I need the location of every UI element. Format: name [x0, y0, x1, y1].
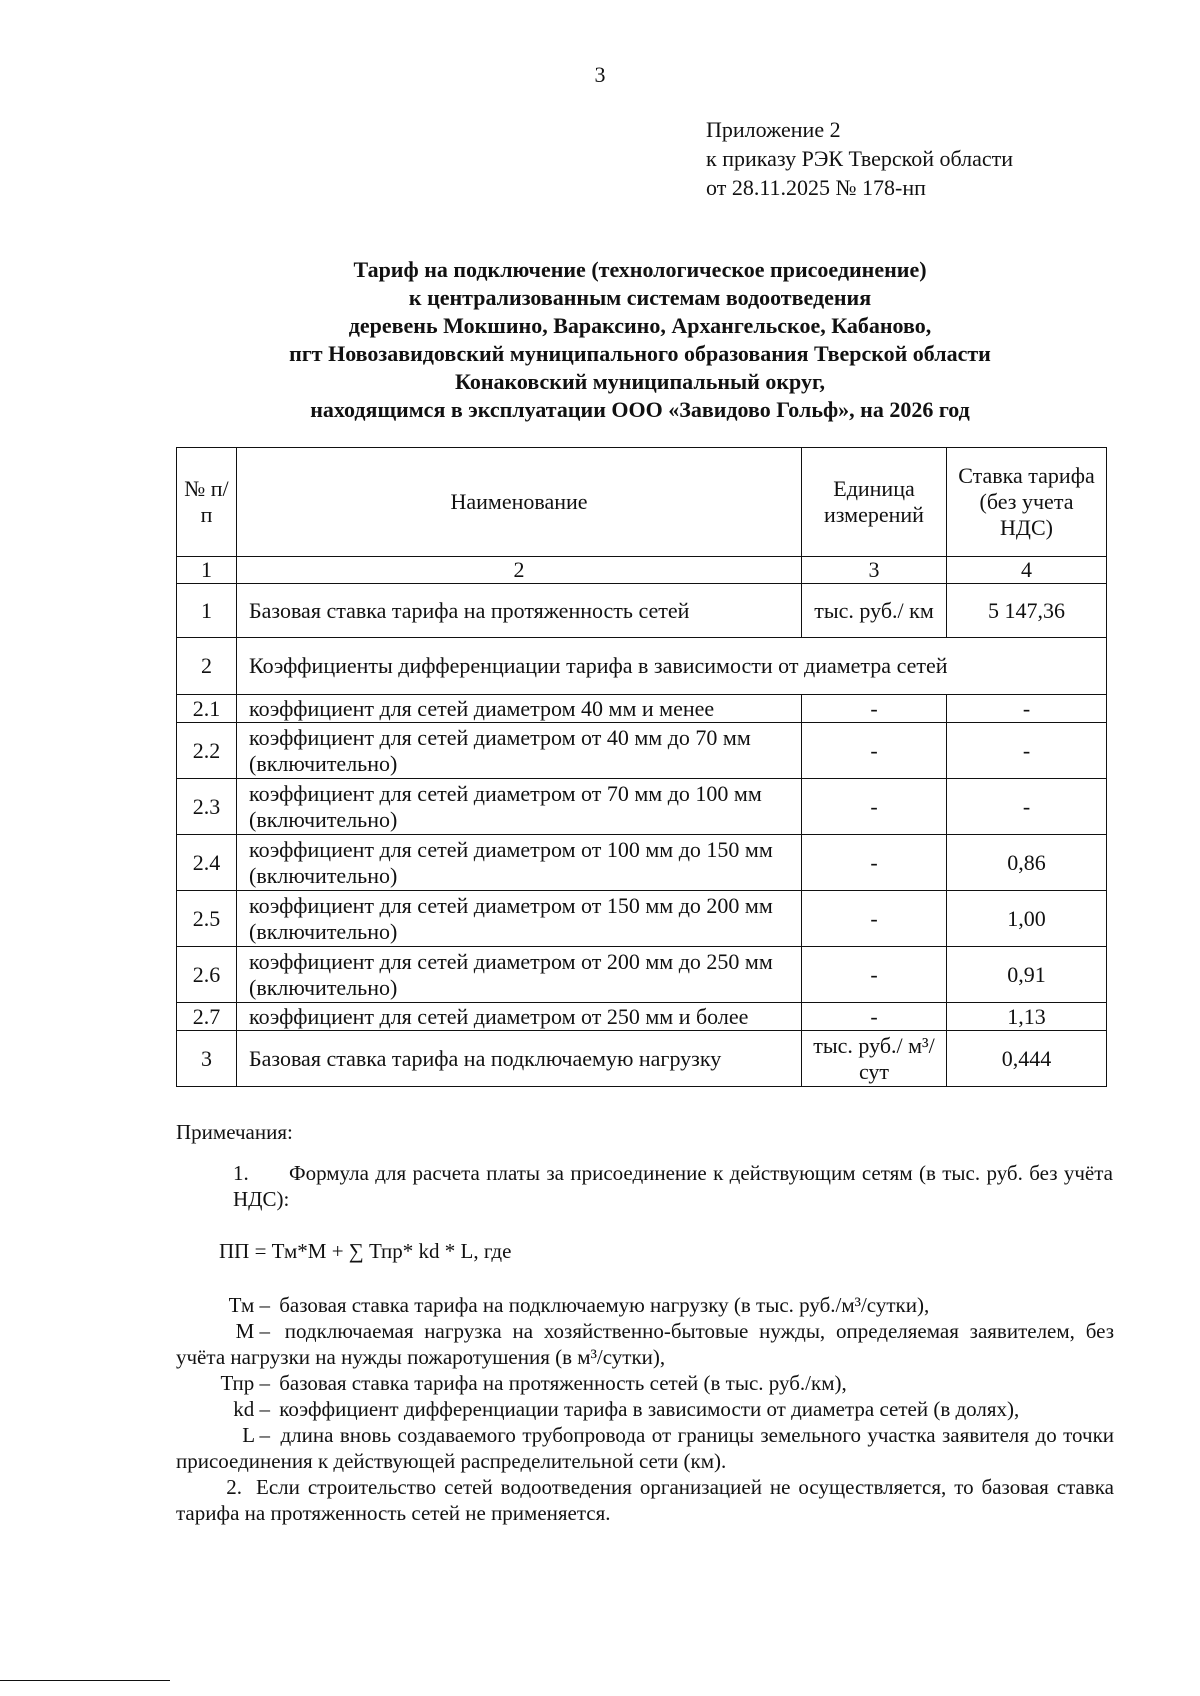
row-value: -: [947, 779, 1107, 835]
header-num: № п/п: [177, 448, 237, 557]
definition-symbol: Тм –: [228, 1293, 270, 1317]
definition-item: [176, 1370, 1114, 1396]
definition-text: базовая ставка тарифа на подключаемую нагрузку (в тыс. руб./м³/сутки),: [279, 1293, 930, 1317]
row-num: 2.3: [177, 779, 237, 835]
note-2-number: 2.: [226, 1475, 242, 1499]
table-row: [177, 947, 1107, 1003]
row-value: 1,13: [947, 1003, 1107, 1031]
col-number: 3: [802, 557, 947, 584]
definition-item: [176, 1396, 1114, 1422]
row-num: 2.4: [177, 835, 237, 891]
row-value: 0,86: [947, 835, 1107, 891]
document-title: [170, 256, 1110, 424]
row-name: Базовая ставка тарифа на подключаемую нагрузку: [237, 1031, 802, 1087]
note-1: [233, 1160, 1113, 1212]
title-line-1: Тариф на подключение (технологическое присоединение): [353, 257, 927, 282]
row-num: 2.7: [177, 1003, 237, 1031]
definition-item: [176, 1422, 1114, 1474]
appendix-line-1: Приложение 2: [706, 117, 841, 142]
table-row: [177, 1003, 1107, 1031]
row-value: 0,91: [947, 947, 1107, 1003]
col-number: 4: [947, 557, 1107, 584]
table-row: [177, 1031, 1107, 1087]
row-name: коэффициент для сетей диаметром от 40 мм до 70 мм (включительно): [237, 723, 802, 779]
page-number: 3: [594, 62, 606, 87]
note-1-number: 1.: [233, 1161, 249, 1185]
row-unit: -: [802, 1003, 947, 1031]
definition-symbol: kd –: [233, 1397, 270, 1421]
tariff-table: [176, 447, 1107, 1087]
row-value: -: [947, 723, 1107, 779]
row-unit: тыс. руб./ м³/сут: [802, 1031, 947, 1087]
footer-divider: [0, 1680, 170, 1681]
row-name: Коэффициенты дифференциации тарифа в зависимости от диаметра сетей: [237, 638, 1107, 695]
definition-symbol: L –: [242, 1423, 270, 1447]
row-unit: -: [802, 835, 947, 891]
definition-text: коэффициент дифференциации тарифа в зависимости от диаметра сетей (в долях),: [279, 1397, 1020, 1421]
row-value: -: [947, 695, 1107, 723]
row-unit: -: [802, 947, 947, 1003]
row-num: 2.1: [177, 695, 237, 723]
table-row: [177, 891, 1107, 947]
row-num: 2.6: [177, 947, 237, 1003]
col-number: 2: [237, 557, 802, 584]
appendix-line-3: от 28.11.2025 № 178-нп: [706, 175, 926, 200]
definition-symbol: Тпр –: [220, 1371, 270, 1395]
title-line-5: Конаковский муниципальный округ,: [454, 369, 825, 394]
definition-text: подключаемая нагрузка на хозяйственно-бытовые нужды, определяемая заявителем, без учёта нагрузки на нужды пожаротушения (в м³/сутки),: [176, 1319, 1114, 1369]
table-row: [177, 723, 1107, 779]
row-name: коэффициент для сетей диаметром от 250 мм и более: [237, 1003, 802, 1031]
title-line-2: к централизованным системам водоотведения: [408, 285, 872, 310]
definition-symbol: М –: [235, 1319, 270, 1343]
note-2: [176, 1474, 1114, 1526]
appendix-header: [706, 115, 1013, 202]
row-name: Базовая ставка тарифа на протяженность сетей: [237, 584, 802, 638]
col-number: 1: [177, 557, 237, 584]
title-line-6: находящимся в эксплуатации ООО «Завидово Гольф», на 2026 год: [310, 397, 970, 422]
row-unit: -: [802, 779, 947, 835]
title-line-4: пгт Новозавидовский муниципального образования Тверской области: [289, 341, 991, 366]
formula: ПП = Тм*М + ∑ Тпр* kd * L, где: [219, 1239, 512, 1263]
header-name: Наименование: [237, 448, 802, 557]
row-name: коэффициент для сетей диаметром от 150 мм до 200 мм (включительно): [237, 891, 802, 947]
row-value: 5 147,36: [947, 584, 1107, 638]
table-row: [177, 695, 1107, 723]
row-name: коэффициент для сетей диаметром от 100 мм до 150 мм (включительно): [237, 835, 802, 891]
definition-text: базовая ставка тарифа на протяженность сетей (в тыс. руб./км),: [279, 1371, 847, 1395]
header-unit: Единица измерений: [802, 448, 947, 557]
appendix-line-2: к приказу РЭК Тверской области: [706, 146, 1014, 171]
note-1-text: Формула для расчета платы за присоединение к действующим сетям (в тыс. руб. без учёта НДС):: [233, 1161, 1113, 1211]
row-num: 3: [177, 1031, 237, 1087]
row-value: 1,00: [947, 891, 1107, 947]
row-name: коэффициент для сетей диаметром 40 мм и менее: [237, 695, 802, 723]
row-num: 2: [177, 638, 237, 695]
table-row: [177, 779, 1107, 835]
row-value: 0,444: [947, 1031, 1107, 1087]
row-num: 1: [177, 584, 237, 638]
table-row: [177, 638, 1107, 695]
note-2-text: Если строительство сетей водоотведения организацией не осуществляется, то базовая ставка тарифа на протяженность сетей не применяется.: [176, 1475, 1114, 1525]
table-header-row: [177, 448, 1107, 557]
row-unit: -: [802, 891, 947, 947]
header-rate: Ставка тарифа (без учета НДС): [947, 448, 1107, 557]
title-line-3: деревень Мокшино, Вараксино, Архангельское, Кабаново,: [348, 313, 932, 338]
row-unit: -: [802, 695, 947, 723]
definition-item: [176, 1292, 1114, 1318]
notes-title: Примечания:: [176, 1120, 293, 1144]
definitions-list: [176, 1292, 1114, 1526]
definition-text: длина вновь создаваемого трубопровода от границы земельного участка заявителя до точки присоединения к действующей распределительной сети (км).: [176, 1423, 1115, 1473]
row-num: 2.5: [177, 891, 237, 947]
row-num: 2.2: [177, 723, 237, 779]
table-row: [177, 584, 1107, 638]
definition-item: [176, 1318, 1114, 1370]
table-row: [177, 835, 1107, 891]
row-name: коэффициент для сетей диаметром от 70 мм до 100 мм (включительно): [237, 779, 802, 835]
row-unit: тыс. руб./ км: [802, 584, 947, 638]
row-name: коэффициент для сетей диаметром от 200 мм до 250 мм (включительно): [237, 947, 802, 1003]
column-number-row: [177, 557, 1107, 584]
row-unit: -: [802, 723, 947, 779]
